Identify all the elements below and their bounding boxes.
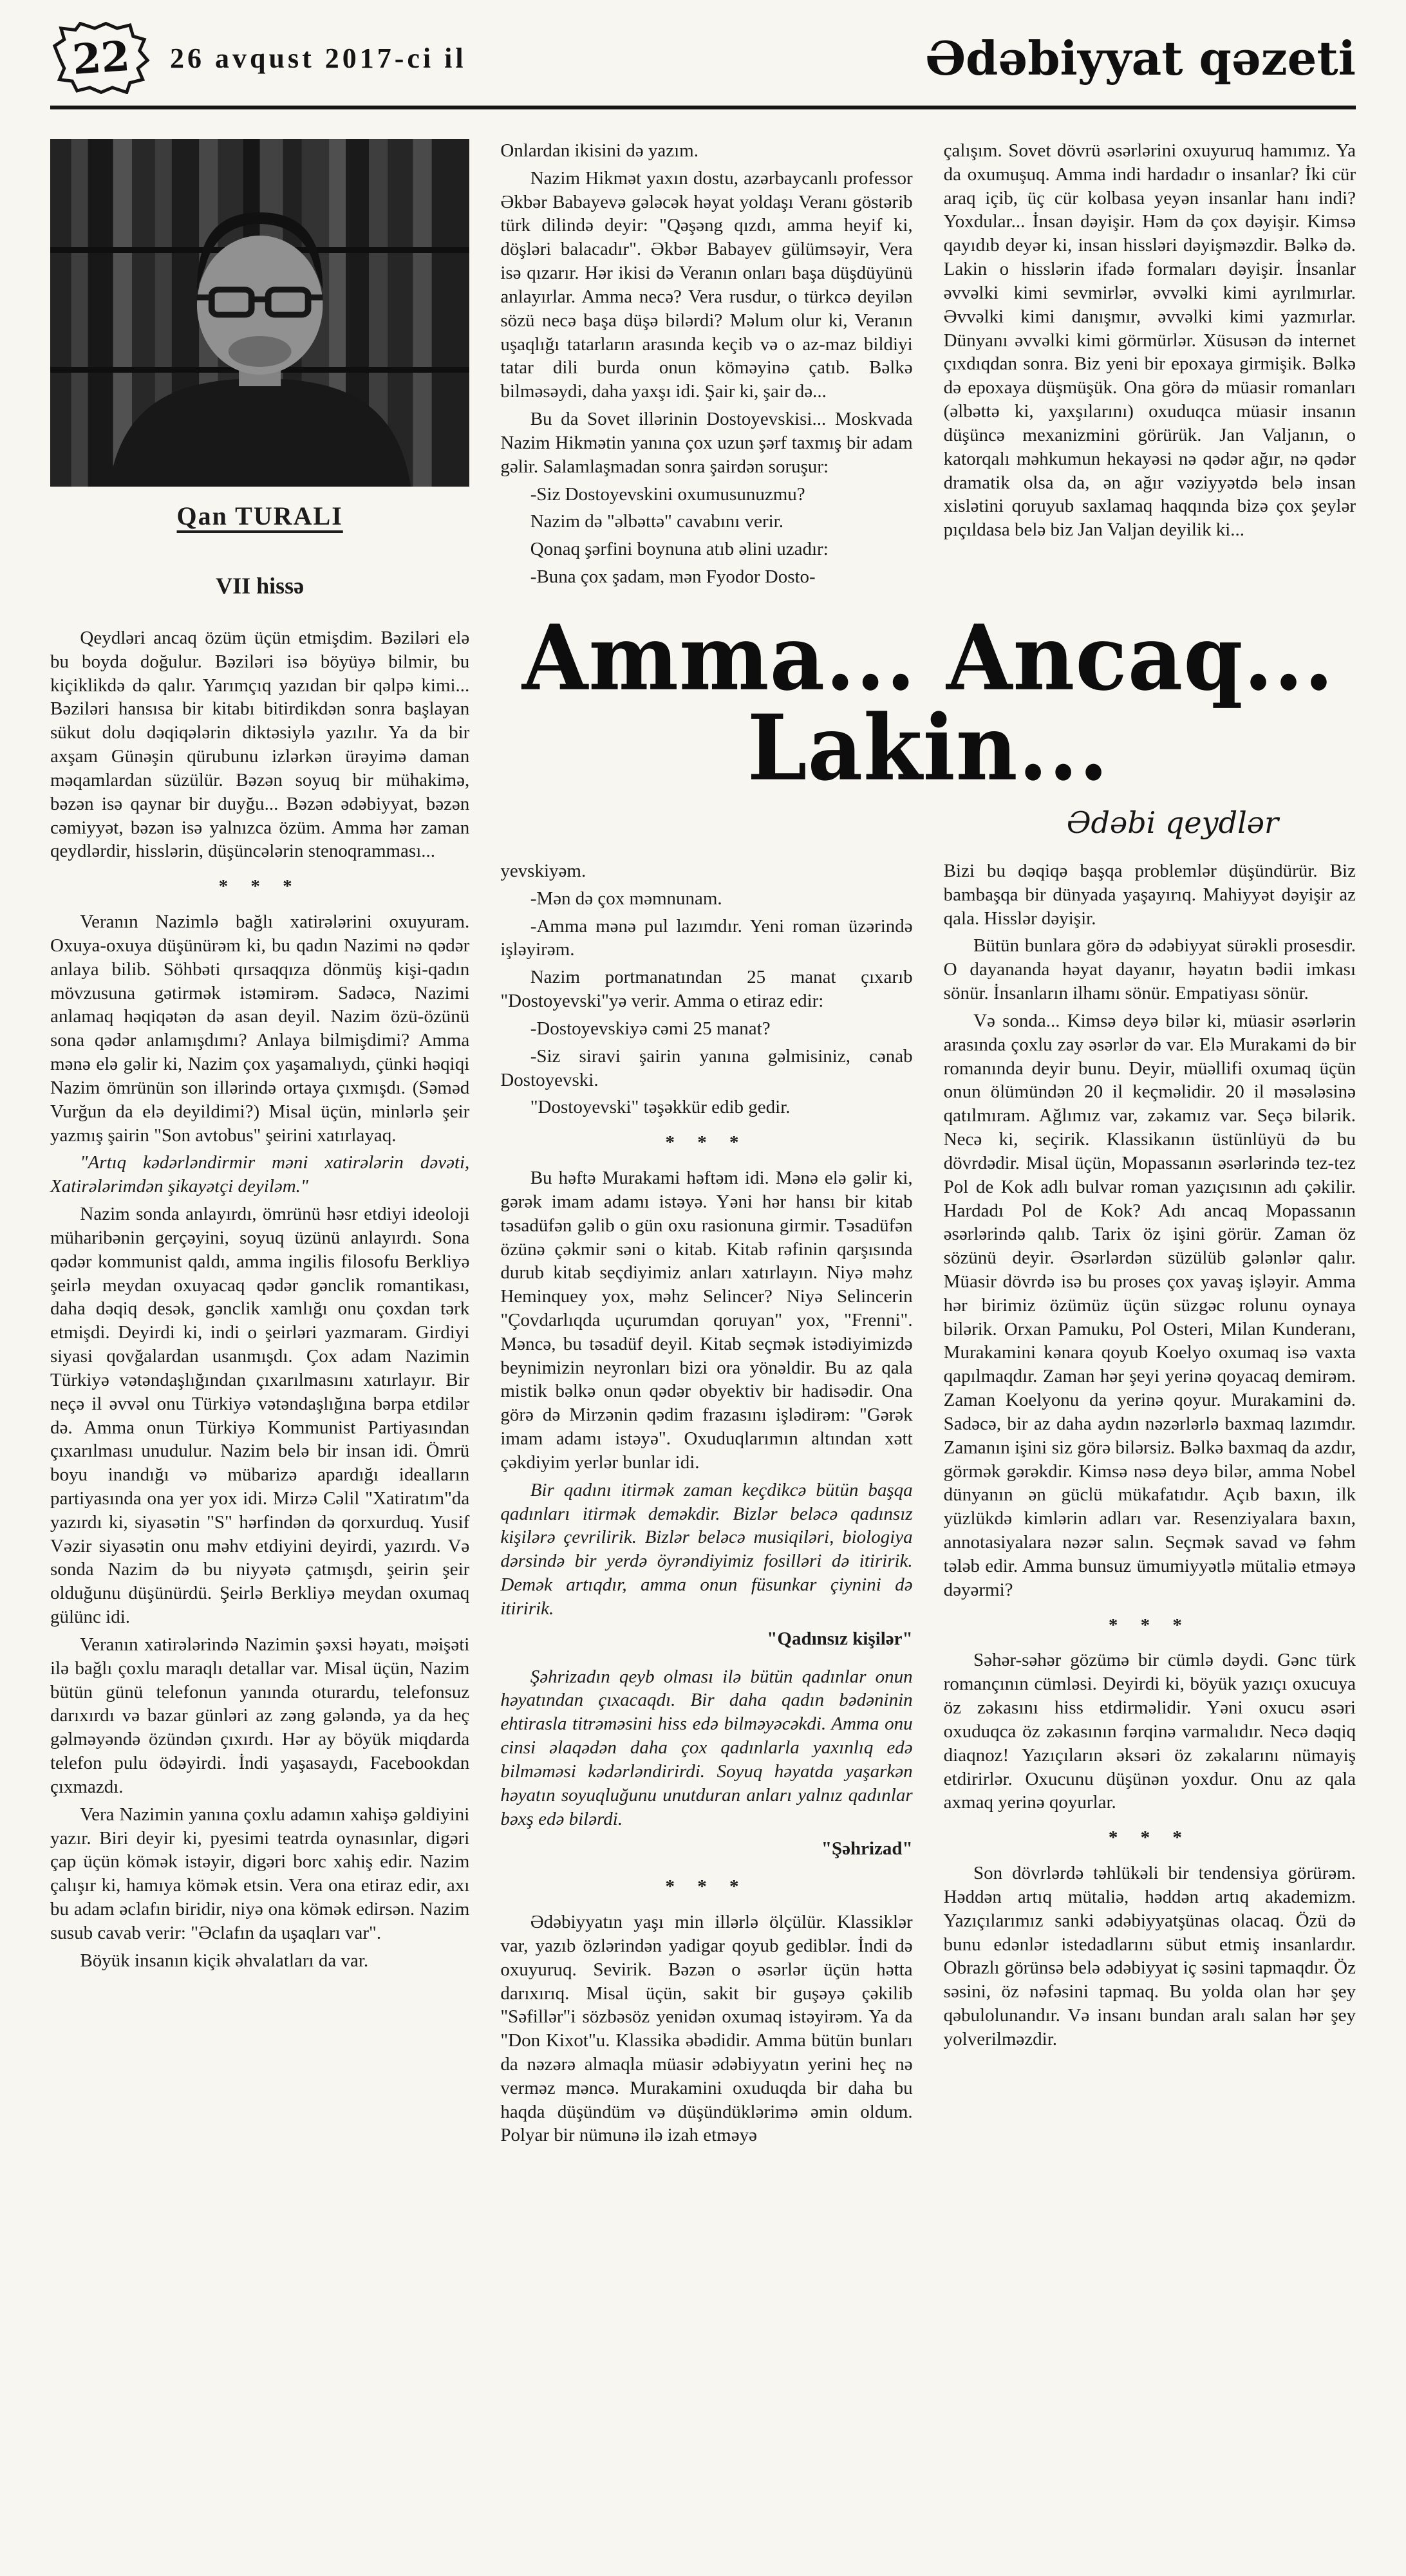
- paragraph: Qonaq şərfini boynuna atıb əlini uzadır:: [530, 539, 829, 560]
- paragraph: Nazim sonda anlayırdı, ömrünü həsr etdiyi ideoloji müharibənin gerçəyini, soyuq üzünü anlayırdı. Sona qədər kommunist qaldı, amma ingilis filosofu Berkliyə şeirlə meydan oxuyacaq qədər gənclik romantikası, daha dəqiq desək, gənclik xamlığı onu çoxdan tərk etmişdi. Deyirdi ki, indi o şeirləri yazmaram. Girdiyi siyasi qovğalardan usanmışdı. Çox adam Nazimin Türkiyə vətəndaşlığından çıxarılmasını xatırlayır. Bir neçə il əvvəl onu Türkiyə vətəndaşlığına bərpa etdilər də. Amma onun Türkiyə Kommunist Partiyasından çıxarılması unudulur. Nazim belə bir insan idi. Ömrü boyu inandığı və mübarizə apardığı idealların partiyasında ona yer yox idi. Mirzə Cəlil "Xatiratım"da yazırdı ki, siyasətin "S" hərfindən də qorxurduq. Yusif Vəzir siyasətin onu məhv etdiyini deyirdi, yazırdı. Və sonda Nazim də bu niyyətə çatmışdı, şeirin şeir olduğunu düşünürdü. Şeirlə Berkliyə meydan oxumaq gülünc idi.: [50, 1204, 470, 1628]
- paragraph: Ədəbiyyatın yaşı min illərlə ölçülür. Klassiklər var, yazıb özlərindən yadigar qoyub gediblər. İndi də oxuyuruq. Sevirik. Bəzən o əsərlər üçün hətta darıxırıq. Misal üçün, sakit bir guşəyə çəkilib "Səfillər"i sözbəsöz yenidən oxumaq istəyirəm. Ya da "Don Kixot"u. Klassika əbədidir. Amma bütün bunları da nəzərə almaqla müasir ədəbiyyatın yerini heç nə verməz məncə. Murakamini oxuduqda bir daha bu haqda düşündüm və düşündüklərimə əmin oldum. Polyar bir nümunə ilə izah etməyə: [500, 1912, 913, 2146]
- header-divider: [50, 106, 1356, 109]
- paragraph: Nazim də "əlbəttə" cavabını verir.: [530, 511, 783, 532]
- author-name: Qan TURALI: [176, 501, 343, 530]
- article-body: [50, 139, 1356, 2151]
- paragraph: Veranın Nazimlə bağlı xatirələrini oxuyuram. Oxuya-oxuya düşünürəm ki, bu qadın Nazimi nə qədər anlaya bilib. Söhbəti qırsaqqıza dönmüş kişi-qadın mövzusuna gətirmək istəmirəm. Sadəcə, Nazimi anlamaq həqiqətən də asan deyil. Nazim özü-özünü sona qədər anlamışdımı? Anlaya bilmişdimi? Amma mənə elə gəlir ki, Nazim çox yaşamalıydı, çünki həqiqi Nazim ömrünün son illərində ortaya çıxmışdı. (Səməd Vurğun da elə deyildimi?) Misal üçün, minlərlə şeir yazmış şairin "Son avtobus" şeirini xatırlayaq.: [50, 911, 470, 1146]
- section-separator: * * *: [665, 1876, 748, 1898]
- paragraph: "Qadınsız kişilər": [767, 1628, 913, 1649]
- paragraph: Və sonda... Kimsə deyə bilər ki, müasir əsərlərin arasında çoxlu zay əsərlər də var. Elə Murakami də bir romanında deyir bunu. Deyir, müəllifi oxumaq üçün onun ölümündən 20 il keçməlidir. 20 il məsələsinə qatılmıram. Ağlımız var, zəkamız var. Seçə bilərik. Necə ki, seçirik. Klassikanın üstünlüyü də bu dövrdədir. Misal üçün, Mopassanın əsərlərində tez-tez Pol de Kok adlı bulvar roman yazıçısının adı çəkilir. Hardadı Pol de Kok? Adı ancaq Mopassanın əsərlərində qalıb. Tarix öz işini görür. Zaman öz sözünü deyir. Əsərlərdən süzülüb gələnlər qalır. Müasir dövrdə isə bu proses çox yavaş işləyir. Amma hər birimiz özümüz üçün süzgəc rolunu oynaya bilərik. Orxan Pamuku, Pol Osteri, Milan Kunderanı, Murakamini kənara qoyub Koelyo oxumaq isə vaxta qapılmaqdır. Zaman hər şeyi yerinə qoyacaq demirəm. Zaman Koelyonu da yerinə qoyur. Murakamini də. Sadəcə, bir az daha aydın nəzərlərlə baxmaq lazımdır. Zamanın işini siz görə bilərsiz. Bəlkə baxmaq da azdır, görmək gərəkdir. Kimsə nəsə deyə bilər, amma Nobel dünyanın ən güclü mükafatıdır. Açıb baxın, ilk yüzlükdə kimlərin adları var. Resenziyalara baxın, annotasiyalara nəzər salın. Seçmək savad və fəhm tələb edir. Amma bunsuz ümumiyyətlə mütaliə etməyə dəyərmi?: [943, 1010, 1356, 1600]
- page-number: 22: [70, 32, 132, 84]
- paragraph: Bizi bu dəqiqə başqa problemlər düşündürür. Biz bambaşqa bir dünyada yaşayırıq. Mahiyyət dəyişir az qala. Hisslər dəyişir.: [943, 860, 1356, 929]
- columns-right-wrap: [500, 139, 1356, 2151]
- paragraph: -Siz Dostoyevskini oxumusunuzmu?: [530, 483, 805, 505]
- section-separator: * * *: [218, 876, 301, 897]
- page-number-badge: [50, 22, 152, 94]
- right-column-bottom: [944, 859, 1356, 2151]
- headline-block: [500, 605, 1356, 840]
- paragraph: Bu da Sovet illərinin Dostoyevskisi... Moskvada Nazim Hikmətin yanına çox uzun şərf taxmış bir adam gəlir. Salamlaşmadan sonra şairdən soruşur:: [500, 409, 913, 477]
- paragraph: Bu həftə Murakami həftəm idi. Mənə elə gəlir ki, gərək imam adamı istəyə. Yəni hər hansı bir kitab təsadüfən gəlib o gün oxu rasionuna girmir. Təsadüfən özünə çəkmir səni o kitab. Kitab rəfinin qarşısında durub kitab seçdiyimiz anları xatırlayın. Niyə məhz Heminquey yox, məhz Selincer? Niyə Selincerin "Çovdarlıqda uçurumdan qoruyan" yox, "Frenni". Məncə, bu təsadüf deyil. Kitab seçmək istədiyimizdə beynimizin neyronları bizi ora yönəldir. Bu az qala mistik bəlkə onun qədər obyektiv bir hadisədir. Ona görə də Mirzənin qədim frazasını işlədirəm: "Gərək imam adamı istəyə". Oxuduqlarımın altından xətt çəkdiyim yerlər bunlar idi.: [500, 1168, 913, 1473]
- paragraph: "Artıq kədərləndirmir məni xatirələrin dəvəti, Xatirələrimdən şikayətçi deyiləm.": [50, 1152, 470, 1197]
- paragraph: Böyük insanın kiçik əhvalatları da var.: [80, 1950, 369, 1971]
- paragraph: yevskiyəm.: [500, 860, 586, 881]
- paragraph: Nazim Hikmət yaxın dostu, azərbaycanlı professor Əkbər Babayevə gələcək həyat yoldaşı Veranı göstərib türk dilində deyir: "Qəşəng qızdı, amma heyif ki, döşləri balacadır". Əkbər Babayev gülümsəyir, Vera isə qızarır. Hər ikisi də Veranın onları başa düşdüyünü anlayırlar. Amma necə? Vera rusdur, o türkcə deyilən sözü necə başa düşə bilərdi? Məlum olur ki, Veranın uşaqlığı tatarların arasında keçib və o az-maz bildiyi tatar dili burda onun köməyinə çatıb. Bəlkə bilməsəydi, daha yaxşı idi. Şair ki, şair də...: [500, 167, 913, 402]
- paragraph: -Amma mənə pul lazımdır. Yeni roman üzərində işləyirəm.: [500, 915, 913, 960]
- portrait-illustration: [50, 139, 469, 487]
- upper-columns: [500, 139, 1356, 593]
- header: [50, 22, 1356, 94]
- section-separator: * * *: [665, 1132, 748, 1153]
- paragraph: Vera Nazimin yanına çoxlu adamın xahişə gəldiyini yazır. Biri deyir ki, pyesimi teatrda oynasınlar, digəri çap üçün kömək istəyir, digəri borc xahiş edir. Nazim çalışır ki, hamıya kömək etsin. Vera ona etiraz edir, axı bu adam əclafın biridir, niyə ona kömək edirsən. Nazim susub cavab verir: "Əclafın da uşaqları var".: [50, 1804, 470, 1943]
- issue-date: 26 avqust 2017-ci il: [170, 42, 467, 74]
- section-separator: * * *: [1108, 1614, 1191, 1636]
- essay-subtitle: Ədəbi qeydlər: [1066, 805, 1279, 840]
- column-left: [50, 139, 469, 2151]
- section-separator: * * *: [1108, 1827, 1191, 1849]
- left-column-text: [50, 626, 469, 1973]
- middle-column-top: [500, 139, 912, 593]
- paragraph: -Mən də çox məmnunam.: [530, 888, 722, 909]
- paragraph: "Şəhrizad": [821, 1838, 913, 1860]
- masthead-title: Ədəbiyyat qəzeti: [925, 30, 1356, 86]
- part-title: VII hissə: [216, 573, 305, 599]
- paragraph: Şəhrizadın qeyb olması ilə bütün qadınlar onun həyatından çıxacaqdı. Bir daha qadın bədəninin ehtirasla titrəməsini hiss edə bilməyəcəkdi. Amma onu cinsi əlaqədən daha çox qadınlarla yaxınlıq edə bilməməsi kədərləndirirdi. Soyuq həyatda yaşarkən həyatın soyuqluğunu unutduran anları yalnız qadınlar bəxş edə bilərdi.: [500, 1666, 913, 1829]
- paragraph: çalışım. Sovet dövrü əsərlərini oxuyuruq hamımız. Ya da oxumuşuq. Amma indi hardadır o insanlar? İki cür araq içib, üç cür kolbasa yeyən insanlar hanı indi? Yoxdular... İnsan dəyişir. Həm də çox dəyişir. Kimsə qayıdıb deyər ki, insan hissləri dəyişməzdir. Bəlkə də. Lakin o hisslərin ifadə formaları dəyişir. İnsanlar əvvəlki kimi sevmirlər, əvvəlki kimi ayrılmırlar. Əvvəlki kimi danışmır, əvvəlki kimi yazmırlar. Dünyanı əvvəlki kimi görmürlər. Xüsusən də internet çıxdıqdan sonra. Biz yeni bir epoxaya girmişik. Bəlkə də epoxaya düşmüşük. Ona görə də müasir romanları (əlbəttə ki, yaxşılarını) oxuduqca müasir insanın düşüncə mexanizmini görürük. Jan Valjanın, o katorqalı məhkumun hekayəsi nə qədər ağır, nə qədər dramatik olsa da, ən ağır vəziyyətdə belə insan xislətini qoruyub saxlamaq haqqında bizə çox şeylər pıçıldasa belə biz Jan Valjan deyilik ki...: [943, 140, 1356, 541]
- paragraph: Səhər-səhər gözümə bir cümlə dəydi. Gənc türk romançının cümləsi. Deyirdi ki, böyük yazıçı oxucuya öz zəkasını hiss etdirməlidir. Yəni oxucu əsəri oxuduqca öz zəkasının fərqinə varmalıdır. Necə dəqiq diaqnoz! Yazıçıların əksəri öz zəkalarını nümayiş etdirirlər. Oxucunu düşünən yoxdur. Onu az qala axmaq yerinə qoyurlar.: [943, 1650, 1356, 1813]
- paragraph: Bir qadını itirmək zaman keçdikcə bütün başqa qadınları itirmək deməkdir. Bizlər beləcə qadınsız kişilərə çevrilirik. Bizlər beləcə musiqiləri, biologiya dərsində bir yerdə öyrəndiyimiz fosilləri də itiririk. Demək artıqdır, amma onun füsunkar çiynini də itiririk.: [500, 1479, 913, 1619]
- author-photo-figure: [50, 139, 469, 531]
- middle-column-bottom: [500, 859, 912, 2151]
- paragraph: Onlardan ikisini də yazım.: [500, 140, 698, 161]
- right-column-top: [944, 139, 1356, 593]
- paragraph: "Dostoyevski" təşəkkür edib gedir.: [530, 1097, 791, 1118]
- paragraph: Son dövrlərdə təhlükəli bir tendensiya görürəm. Həddən artıq mütaliə, həddən artıq akademizm. Yazıçılarımız sanki ədəbiyyatşünas olacaq. Özü də bunu edənlər istedadlarını sübut etmiş insanlardır. Obrazlı görünsə belə ədəbiyyat iç səsini tapmaqdır. Öz səsini, öz nəfəsini tapmaq. Bu yolda olan hər şey qəbulolunandır. Və insanı bundan aralı salan hər şey yolverilməzdir.: [943, 1863, 1356, 2049]
- paragraph: Qeydləri ancaq özüm üçün etmişdim. Bəziləri elə bu boyda doğulur. Bəziləri isə böyüyə bilmir, bu kiçiklikdə də qalır. Yarımçıq yazıdan bir qəlpə kimi... Bəziləri hansısa bir kitabı bitirdikdən sonra başlayan sükut dolu dəqiqələrin diktəsiylə yazılır. Ya da bir axşam Günəşin qürubunu izlərkən ürəyimə daman məqamlardan süzülür. Bəzən soyuq bir mühakimə, bəzən isə qaynar bir duyğu... Bəzən ədəbiyyat, bəzən cəmiyyət, bəzən isə yalnızca özüm. Amma hər zaman qeydlərdir, hisslərin, düşüncələrin stenoqramması...: [50, 628, 470, 862]
- author-photo: [50, 139, 469, 487]
- paragraph: Veranın xatirələrində Nazimin şəxsi həyatı, məişəti ilə bağlı çoxlu maraqlı detallar var. Misal üçün, Nazim bütün günü telefonun yanında oturardu, telefonsuz darıxırdı və bazar günləri az zəng gələndə, ya da heç gəlməyəndə özündən çıxırdı. Hər ay böyük miqdarda telefon pulu ödəyirdi. İndi yaşasaydı, Facebookdan çıxmazdı.: [50, 1634, 470, 1797]
- lower-columns: [500, 859, 1356, 2151]
- paragraph: -Buna çox şadam, mən Fyodor Dosto-: [530, 566, 816, 588]
- paragraph: Bütün bunlara görə də ədəbiyyat sürəkli prosesdir. O dayananda həyat dayanır, həyatın bədii imkası sönür. İnsanların ilhamı sönür. Empatiyası sönür.: [943, 935, 1356, 1004]
- essay-headline: Amma... Ancaq... Lakin...: [521, 605, 1335, 801]
- paragraph: -Dostoyevskiyə cəmi 25 manat?: [530, 1018, 771, 1039]
- paragraph: Nazim portmanatından 25 manat çıxarıb "Dostoyevski"yə verir. Amma o etiraz edir:: [500, 967, 913, 1012]
- paragraph: -Siz siravi şairin yanına gəlmisiniz, cənab Dostoyevski.: [500, 1045, 913, 1090]
